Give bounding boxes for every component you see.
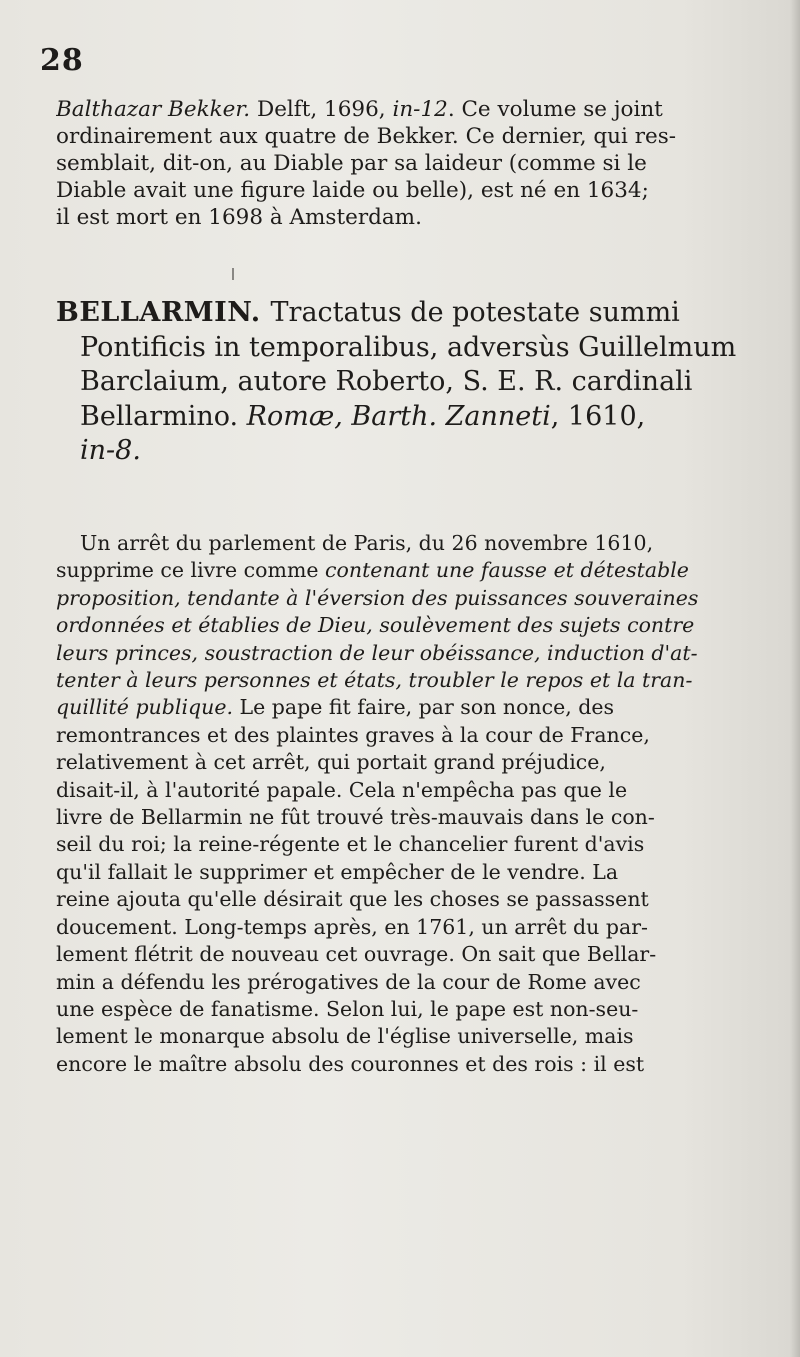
commentary-line-4: ordonnées et établies de Dieu, soulèvement des sujets contre	[56, 613, 695, 638]
ink-tick-mark	[232, 268, 234, 280]
commentary-line-1: Un arrêt du parlement de Paris, du 26 novembre 1610,	[80, 531, 654, 555]
commentary-line-15: doucement. Long-temps après, en 1761, un arrêt du par-	[56, 914, 648, 939]
commentary-line-5: leurs princes, soustraction de leur obéissance, induction d'at-	[56, 640, 698, 665]
entry-bellarmin-line-5: in-8.	[80, 435, 141, 466]
page-edge-shadow	[790, 0, 800, 1357]
commentary-line-2: supprime ce livre comme contenant une fausse et détestable	[56, 558, 689, 583]
entry-bellarmin-line-1	[56, 296, 786, 331]
commentary-line-17: min a défendu les prérogatives de la cour de Rome avec	[56, 969, 641, 994]
page-number: 28	[40, 43, 84, 78]
commentary-line-10: disait-il, à l'autorité papale. Cela n'empêcha pas que le	[56, 777, 628, 802]
entry-bellarmin	[56, 296, 786, 469]
entry-bekker-line-4: Diable avait une figure laide ou belle), est né en 1634;	[56, 178, 649, 203]
entry-bellarmin-line-2: Pontificis in temporalibus, adversùs Guillelmum	[80, 331, 737, 363]
bellarmin-heading: BELLARMIN.	[56, 297, 271, 328]
entry-bellarmin-line-3: Barclaium, autore Roberto, S. E. R. cardinali	[80, 366, 693, 397]
entry-bekker-line-2: ordinairement aux quatre de Bekker. Ce dernier, qui res-	[56, 124, 676, 149]
commentary-line-18: une espèce de fanatisme. Selon lui, le pape est non-seu-	[56, 996, 639, 1021]
commentary-line-16: lement flétrit de nouveau cet ouvrage. On sait que Bellar-	[56, 942, 657, 967]
bekker-author: Balthazar Bekker.	[56, 97, 251, 122]
commentary-line-9: relativement à cet arrêt, qui portait grand préjudice,	[56, 750, 606, 775]
entry-bellarmin-line-4: Bellarmino. Romæ, Barth. Zanneti, 1610,	[80, 400, 646, 432]
commentary-line-8: remontrances et des plaintes graves à la cour de France,	[56, 722, 650, 747]
entry-bekker-line-1	[56, 96, 786, 123]
commentary-line-12: seil du roi; la reine-régente et le chancelier furent d'avis	[56, 832, 645, 857]
commentary-line-13: qu'il fallait le supprimer et empêcher de le vendre. La	[56, 859, 619, 884]
commentary-line-11: livre de Bellarmin ne fût trouvé très-mauvais dans le con-	[56, 805, 655, 830]
entry-bekker-line-5: il est mort en 1698 à Amsterdam.	[56, 205, 422, 230]
bekker-line-1-rest: Delft, 1696, in-12. Ce volume se joint	[256, 97, 663, 122]
commentary-line-3: proposition, tendante à l'éversion des puissances souveraines	[56, 585, 699, 610]
commentary-line-19: lement le monarque absolu de l'église universelle, mais	[56, 1024, 634, 1049]
entry-bekker-line-3: semblait, dit-on, au Diable par sa laideur (comme si le	[56, 151, 647, 176]
commentary-line-20: encore le maître absolu des couronnes et des rois : il est	[56, 1051, 645, 1076]
commentary-line-14: reine ajouta qu'elle désirait que les choses se passassent	[56, 887, 649, 912]
commentary-line-6: tenter à leurs personnes et états, troubler le repos et la tran-	[56, 668, 693, 693]
commentary-paragraph	[56, 530, 786, 1078]
commentary-line-7: quillité publique. Le pape fit faire, par son nonce, des	[56, 695, 615, 720]
bellarmin-title-start: Tractatus de potestate summi	[270, 297, 680, 328]
entry-bekker	[56, 96, 786, 231]
